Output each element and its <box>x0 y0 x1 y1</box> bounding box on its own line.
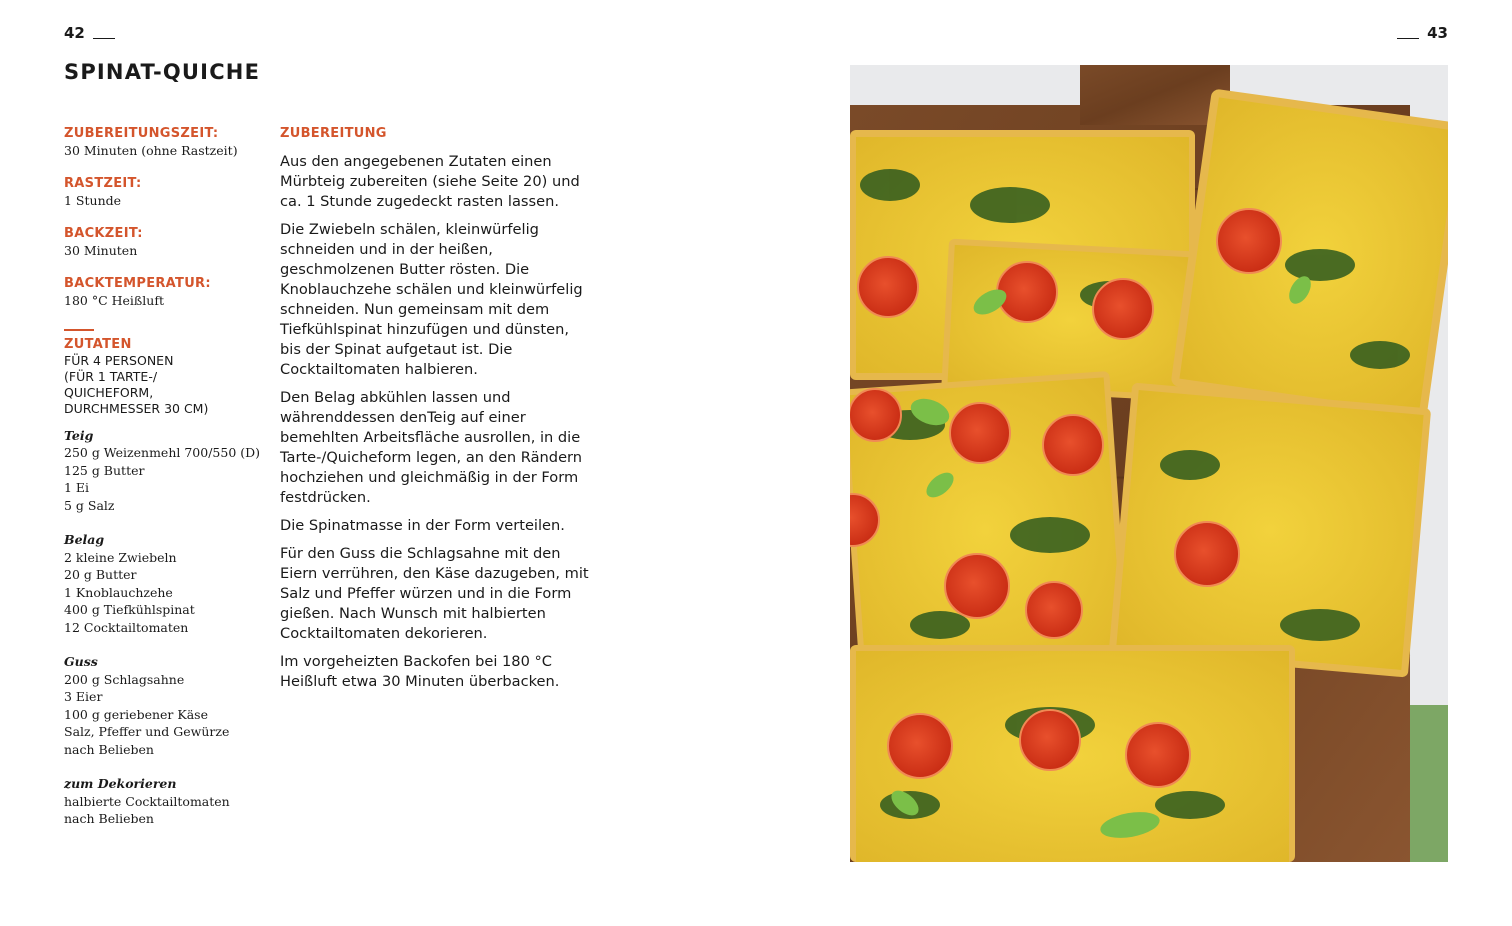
ingredient-item: 1 Ei <box>64 480 90 495</box>
ingredient-item: 125 g Butter <box>64 462 145 478</box>
ingredient-item: 12 Cocktailtomaten <box>64 619 189 635</box>
servings-line: DURCHMESSER 30 CM) <box>64 400 209 416</box>
ingredient-item: 200 g Schlagsahne <box>64 671 185 687</box>
bake-temp-value: 180 °C Heißluft <box>64 293 164 308</box>
ingredient-item: 100 g geriebener Käse <box>64 706 208 722</box>
method-step: Im vorgeheizten Backofen bei 180 °C Heißluft etwa 30 Minuten überbacken. <box>280 653 560 690</box>
page-number-left <box>64 24 115 42</box>
ingredient-item: 250 g Weizenmehl 700/550 (D) <box>64 445 261 460</box>
ingredient-group <box>64 427 264 515</box>
ingredient-group-title: zum Dekorieren <box>64 776 177 791</box>
method-column <box>280 126 592 700</box>
ingredient-group <box>64 775 264 828</box>
ingredient-item: 1 Knoblauchzehe <box>64 584 173 600</box>
page-number-rule <box>1397 38 1419 39</box>
quiche-photo <box>850 65 1448 862</box>
ingredient-item: 5 g Salz <box>64 497 115 513</box>
method-step: Aus den angegebenen Zutaten einen Mürbteig zubereiten (siehe Seite 20) und ca. 1 Stunde zugedeckt rasten lassen. <box>280 153 580 210</box>
rest-time-value: 1 Stunde <box>64 193 122 208</box>
ingredient-item: nach Belieben <box>64 811 154 826</box>
method-step: Den Belag abkühlen lassen und währenddessen denTeig auf einer bemehlten Arbeitsfläche ausrollen, in die Tarte-/Quicheform legen, an den Rändern hochziehen und gleichmäßig in der Form festdrücken. <box>280 389 583 506</box>
quiche-photo-illustration <box>850 65 1448 862</box>
ingredient-group-title: Teig <box>64 427 94 443</box>
method-label: ZUBEREITUNG <box>280 126 387 141</box>
ingredient-item: Salz, Pfeffer und Gewürze <box>64 724 230 739</box>
page-number-left-text: 42 <box>64 24 85 42</box>
servings-line: FÜR 4 PERSONEN <box>64 352 174 368</box>
ingredients-label: ZUTATEN <box>64 336 132 352</box>
page-number-right <box>1397 24 1448 42</box>
servings-text <box>64 353 264 417</box>
ingredient-item: 400 g Tiefkühlspinat <box>64 602 195 617</box>
ingredient-item: halbierte Cocktailtomaten <box>64 793 230 809</box>
servings-line: QUICHEFORM, <box>64 384 154 400</box>
prep-time-label: ZUBEREITUNGSZEIT: <box>64 126 219 141</box>
ingredient-item: 20 g Butter <box>64 567 137 582</box>
ingredient-groups <box>64 427 264 828</box>
recipe-title: SPINAT-QUICHE <box>64 60 261 84</box>
bake-temp-label: BACKTEMPERATUR: <box>64 276 211 291</box>
ingredient-item: nach Belieben <box>64 741 154 757</box>
ingredient-group-title: Belag <box>64 532 105 547</box>
ingredient-group <box>64 531 264 636</box>
prep-time-value: 30 Minuten (ohne Rastzeit) <box>64 143 238 158</box>
page-number-rule <box>93 38 115 39</box>
recipe-meta-column <box>64 126 264 845</box>
method-step: Die Zwiebeln schälen, kleinwürfelig schneiden und in der heißen, geschmolzenen Butter rösten. Die Knoblauchzehe schälen und kleinwürfelig schneiden. Nun gemeinsam mit dem Tiefkühlspinat hinzufügen und dünsten, bis der Spinat aufgetaut ist. Die Cocktailtomaten halbieren. <box>280 221 583 378</box>
ingredient-item: 2 kleine Zwiebeln <box>64 549 177 565</box>
bake-time-label: BACKZEIT: <box>64 226 143 241</box>
page-number-right-text: 43 <box>1427 24 1448 42</box>
ingredient-item: 3 Eier <box>64 689 103 704</box>
method-steps <box>280 152 592 692</box>
ingredient-group <box>64 653 264 758</box>
method-step: Die Spinatmasse in der Form verteilen. <box>280 517 565 534</box>
bake-time-value: 30 Minuten <box>64 243 138 258</box>
method-step: Für den Guss die Schlagsahne mit den Eiern verrühren, den Käse dazugeben, mit Salz und Pfeffer würzen und in die Form gießen. Nach Wunsch mit halbierten Cocktailtomaten dekorieren. <box>280 545 589 642</box>
rest-time-label: RASTZEIT: <box>64 176 142 191</box>
servings-line: (FÜR 1 TARTE-/ <box>64 368 158 384</box>
ingredients-divider <box>64 329 94 331</box>
ingredient-group-title: Guss <box>64 654 98 669</box>
